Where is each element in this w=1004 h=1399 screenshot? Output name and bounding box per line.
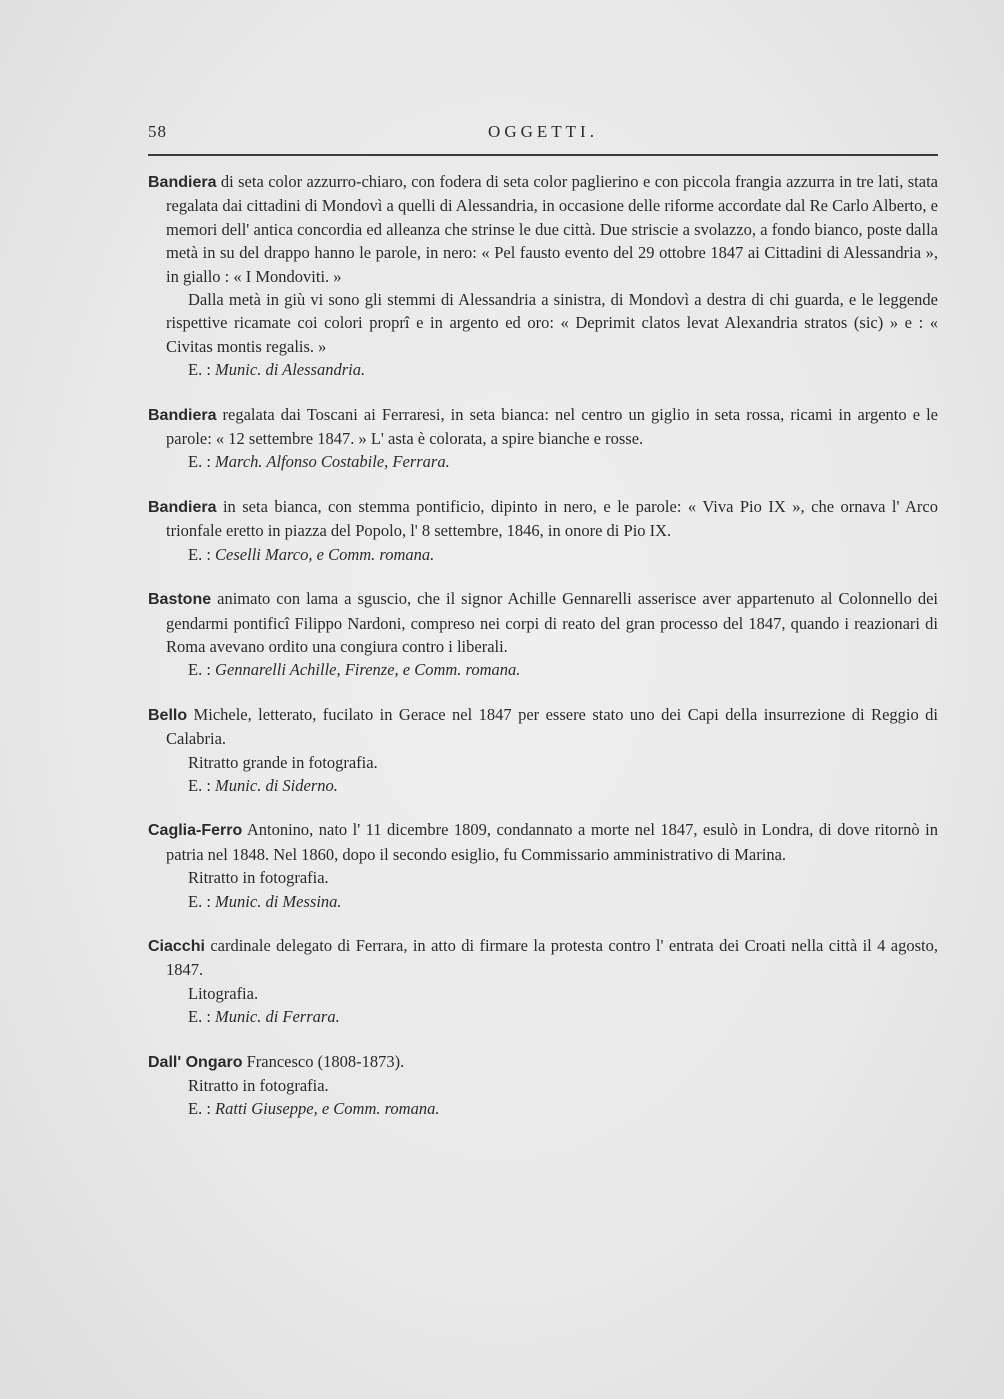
entry-head: Bello: [148, 706, 188, 724]
source-prefix: E. :: [188, 1099, 216, 1119]
entry-text: Michele, letterato, fucilato in Gerace nel 1847 per essere stato uno dei Capi della insurrezione di Reggio di Calabria.: [166, 704, 938, 749]
source-prefix: E. :: [188, 360, 216, 380]
entry-text: Antonino, nato l' 11 dicembre 1809, condannato a morte nel 1847, esulò in Londra, di dove ritornò in patria nel 1848. Nel 1860, dopo il secondo esiglio, fu Commissario amministrativo di Marina.: [166, 820, 938, 864]
entry-bastone: [148, 587, 938, 682]
entry-head: Dall' Ongaro: [148, 1053, 243, 1071]
entry-source: [148, 450, 938, 473]
entry-head: Bastone: [148, 591, 212, 609]
page-number: 58: [148, 122, 167, 141]
source-prefix: E. :: [188, 1007, 216, 1027]
entry-head: Bandiera: [148, 174, 217, 191]
source-name: Munic. di Ferrara.: [215, 1007, 340, 1027]
source-name: Munic. di Siderno.: [215, 775, 338, 795]
source-prefix: E. :: [188, 544, 216, 564]
running-title: OGGETTI.: [488, 122, 598, 141]
entry-head: Bandiera: [148, 498, 217, 516]
entry-ciacchi: [148, 934, 938, 1029]
entry-note: Ritratto grande in fotografia.: [188, 752, 378, 772]
entry-text: in seta bianca, con stemma pontificio, dipinto in nero, e le parole: « Viva Pio IX », che ornava l' Arco trionfale eretto in piazza del Popolo, l' 8 settembre, 1846, in onore di Pio IX.: [166, 496, 938, 541]
source-name: Ceselli Marco, e Comm. romana.: [215, 544, 435, 564]
entry-head: Caglia-Ferro: [148, 822, 243, 840]
entry-text: regalata dai Toscani ai Ferraresi, in seta bianca: nel centro un giglio in seta rossa, ricami in argento e le parole: « 12 settembre 1847. » L' asta è colorata, a spire bianche e rosse.: [166, 404, 938, 449]
entry-note: Ritratto in fotografia.: [188, 868, 329, 888]
entry-source: [148, 890, 938, 913]
entry-source: [148, 774, 938, 797]
entry-dall-ongaro: [148, 1050, 938, 1121]
entry-extra: Dalla metà in giù vi sono gli stemmi di Alessandria a sinistra, di Mondovì a destra di chi guarda, e le leggende rispettive ricamate coi colori proprî e in argento ed oro: « Deprimit clatos levat Alexandria stratos (sic) » e : « Civitas montis regalis. »: [166, 290, 938, 356]
header-rule: [148, 154, 938, 156]
entry-paragraph: [148, 170, 938, 288]
entry-paragraph: [148, 403, 938, 451]
entry-source: [148, 543, 938, 566]
entry-paragraph: [148, 495, 938, 543]
source-prefix: E. :: [188, 452, 216, 472]
source-prefix: E. :: [188, 891, 216, 911]
entry-bandiera-pio-ix: [148, 495, 938, 566]
entry-paragraph: [148, 1050, 938, 1074]
entry-head: Bandiera: [148, 406, 217, 424]
entry-source: [148, 1097, 938, 1120]
source-name: Gennarelli Achille, Firenze, e Comm. romana.: [215, 660, 521, 680]
entries-list: [148, 170, 938, 1142]
source-name: March. Alfonso Costabile, Ferrara.: [215, 452, 450, 472]
entry-paragraph: [148, 818, 938, 866]
entry-bandiera-toscani: [148, 403, 938, 474]
source-prefix: E. :: [188, 660, 216, 680]
entry-source: [148, 1005, 938, 1028]
entry-source: [148, 358, 938, 381]
source-prefix: E. :: [188, 775, 216, 795]
source-name: Munic. di Alessandria.: [215, 360, 366, 380]
entry-text: cardinale delegato di Ferrara, in atto di firmare la protesta contro l' entrata dei Croati nella città il 4 agosto, 1847.: [166, 935, 938, 980]
page-header: [148, 122, 938, 144]
entry-text: Francesco (1808-1873).: [242, 1051, 405, 1071]
source-name: Munic. di Messina.: [215, 891, 342, 911]
entry-note: Litografia.: [188, 983, 259, 1003]
entry-paragraph: [148, 934, 938, 982]
entry-source: [148, 658, 938, 681]
source-name: Ratti Giuseppe, e Comm. romana.: [215, 1099, 440, 1119]
entry-bello: [148, 703, 938, 798]
entry-head: Ciacchi: [148, 937, 205, 955]
entry-note: Ritratto in fotografia.: [188, 1076, 329, 1095]
entry-text: di seta color azzurro-chiaro, con fodera di seta color paglierino e con piccola frangia azzurra in tre lati, stata regalata dai cittadini di Mondovì a quelli di Alessandria, in occasione delle riforme accordate dal Re Carlo Alberto, e memori dell' antica concordia ed alleanza che strinse le due città. Due striscie a svolazzo, a fondo bianco, poste dalla metà in su del drappo hanno le parole, in nero: « Pel fausto evento del 29 ottobre 1847 ai Cittadini di Alessandria », in giallo : « I Mondoviti. »: [166, 172, 938, 286]
entry-bandiera-alessandria: [148, 170, 938, 382]
entry-paragraph: [148, 703, 938, 751]
entry-caglia-ferro: [148, 818, 938, 913]
entry-paragraph: [148, 587, 938, 658]
entry-text: animato con lama a sguscio, che il signor Achille Gennarelli asserisce aver appartenuto al Colonnello dei gendarmi pontificî Filippo Nardoni, compreso nei corpi di reato del gran processo del 1847, quando i reazionari di Roma avevano ordito una congiura contro i liberali.: [166, 589, 938, 656]
